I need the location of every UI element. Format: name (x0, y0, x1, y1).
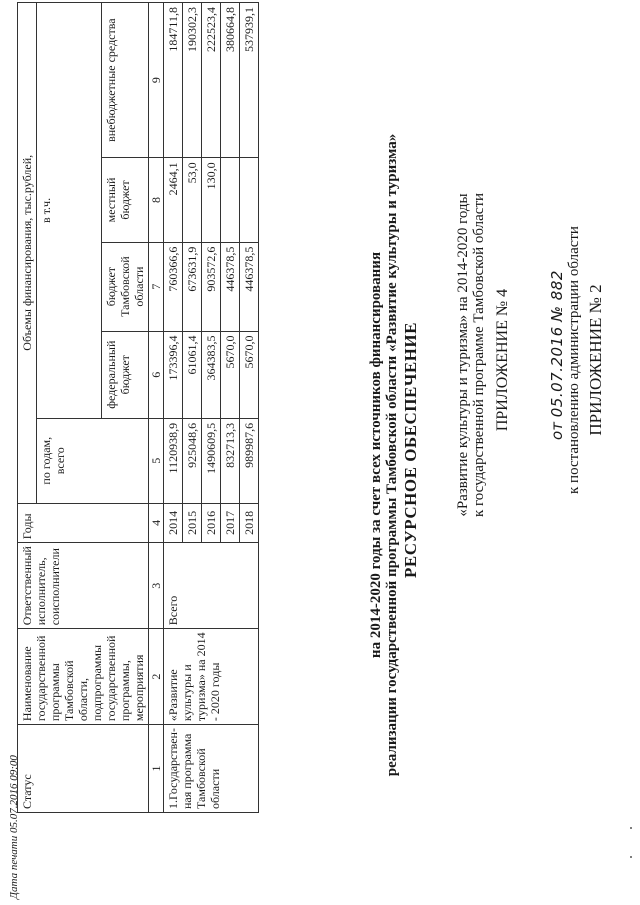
local-cell: 130,0 (202, 158, 221, 242)
date-prefix: от (548, 422, 566, 440)
print-date: Дата печати 05.07.2016 09:00 (8, 755, 20, 899)
column-number: 1 (149, 725, 164, 813)
column-number: 4 (149, 503, 164, 543)
local-cell: 2464,1 (164, 158, 183, 242)
appendix-4-subtitle-1: к государственной программе Тамбовской области (471, 192, 487, 518)
appendix-2-date-line (548, 190, 566, 520)
federal-cell: 5670,0 (221, 331, 240, 418)
executor-cell: Всего (164, 543, 259, 629)
column-number: 5 (149, 418, 164, 503)
header-extrabudget: внебюджетные средства (102, 3, 149, 158)
regional-cell: 446378,5 (240, 242, 259, 331)
total-cell: 1490609,5 (202, 418, 221, 503)
document-subtitle-1: реализации государственной программы Тамбовской области «Развитие культуры и туризма» (384, 133, 400, 777)
column-number-row (149, 3, 164, 813)
program-cell: «Развитие культуры и туризма» на 2014 - 2020 годы (164, 629, 259, 725)
header-regional: бюджет Тамбовской области (102, 242, 149, 331)
local-cell (240, 158, 259, 242)
extrabudget-cell: 380664,8 (221, 3, 240, 158)
extrabudget-cell: 537939,1 (240, 3, 259, 158)
column-number: 8 (149, 158, 164, 242)
header-volume (18, 3, 37, 504)
federal-cell: 364383,5 (202, 331, 221, 418)
year-cell: 2015 (183, 503, 202, 543)
scan-speck (630, 856, 632, 858)
header-name: Наименование государственной программы Тамбовской области, подпрограммы государственной программы, мероприятия (18, 629, 149, 725)
year-cell: 2016 (202, 503, 221, 543)
header-local: местный бюджет (102, 158, 149, 242)
header-row-1 (18, 3, 37, 813)
federal-cell: 61061,4 (183, 331, 202, 418)
document-subtitle-2: на 2014-2020 годы за счет всех источников финансирования (368, 251, 384, 659)
header-executor: Ответственный исполнитель, соисполнители (18, 543, 149, 629)
regional-cell: 760366,6 (164, 242, 183, 331)
total-cell: 989987,6 (240, 418, 259, 503)
federal-cell: 5670,0 (240, 331, 259, 418)
extrabudget-cell: 190302,3 (183, 3, 202, 158)
column-number: 3 (149, 543, 164, 629)
total-cell: 832713,3 (221, 418, 240, 503)
column-number: 9 (149, 3, 164, 158)
year-cell: 2014 (164, 503, 183, 543)
local-cell (221, 158, 240, 242)
header-federal: федеральный бюджет (102, 331, 149, 418)
funding-table (17, 2, 259, 813)
federal-cell: 173396,4 (164, 331, 183, 418)
appendix-4-title: ПРИЛОЖЕНИЕ № 4 (494, 288, 511, 432)
header-volume-text: Объемы финансирования, тыс.рублей, (20, 154, 34, 351)
header-total-by-year: по годам, всего (37, 418, 149, 503)
column-number: 6 (149, 331, 164, 418)
total-cell: 1120938,9 (164, 418, 183, 503)
header-status: Статус (18, 725, 149, 813)
extrabudget-cell: 184711,8 (164, 3, 183, 158)
year-cell: 2018 (240, 503, 259, 543)
year-cell: 2017 (221, 503, 240, 543)
regional-cell: 673631,9 (183, 242, 202, 331)
regional-cell: 446378,5 (221, 242, 240, 331)
extrabudget-cell: 222523,4 (202, 3, 221, 158)
header-including: в т.ч. (37, 3, 102, 419)
handwritten-number: № 882 (548, 270, 566, 322)
scan-speck (630, 827, 632, 829)
table-row (164, 3, 183, 813)
document-title: РЕСУРСНОЕ ОБЕСПЕЧЕНИЕ (401, 322, 420, 578)
column-number: 7 (149, 242, 164, 331)
appendix-4-subtitle-2: «Развитие культуры и туризма» на 2014-2020 годы (455, 193, 471, 517)
local-cell: 53,0 (183, 158, 202, 242)
status-cell: 1.Государствен-ная программа Тамбовской области (164, 725, 259, 813)
header-years: Годы (18, 503, 149, 543)
column-number: 2 (149, 629, 164, 725)
regional-cell: 903572,6 (202, 242, 221, 331)
appendix-2-subtitle: к постановлению администрации области (566, 226, 582, 494)
appendix-2-title: ПРИЛОЖЕНИЕ № 2 (586, 284, 605, 436)
handwritten-date: 05.07.2016 (548, 326, 566, 418)
total-cell: 925048,6 (183, 418, 202, 503)
